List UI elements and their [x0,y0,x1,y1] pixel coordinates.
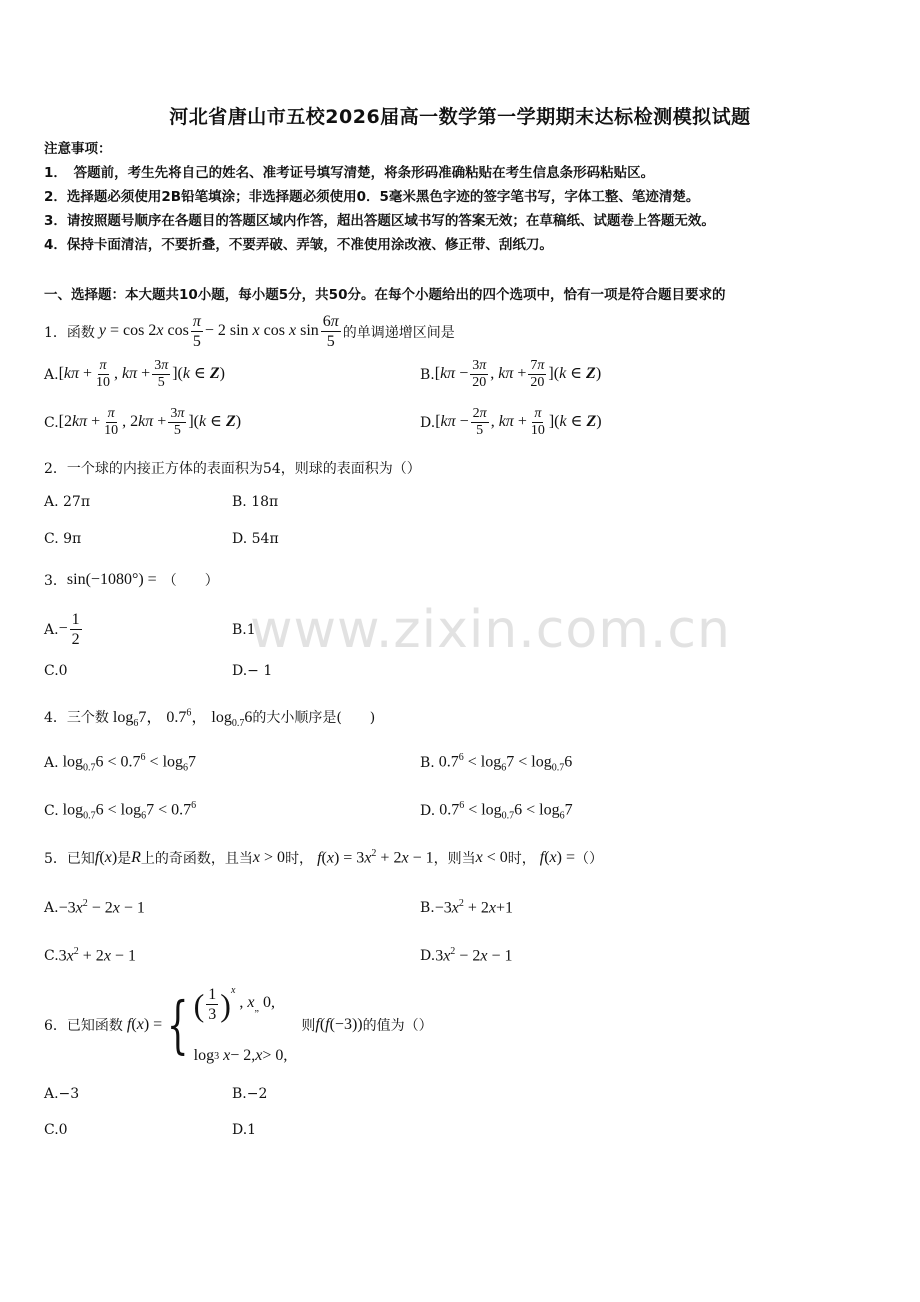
q3-option-c: C.0 [44,663,68,679]
q2-option-d: D. 54π [232,531,279,547]
q5-option-a: A. $-3x^2 - 2x - 1$ [44,898,145,917]
question-5: 5．已知 f(x) 是 R 上的奇函数，且当 x > 0 时， $f(x) = 3x^2 + 2x - 1$ ，则当 x < 0 时， f(x) = （） [44,848,603,867]
q3-suffix: （ ） [162,573,219,589]
question-6: 6．已知函数 f(x) = { ( $\frac{1}{3}$ ) x , $x_„$ 0, log 3 x − 2, x > 0, 则 f(f(−3)) 的值为（） [44,985,433,1064]
note-item: 3．请按照题号顺序在各题目的答题区域内作答，超出答题区域书写的答案无效；在草稿纸、试题卷上答题无效。 [44,213,715,229]
q1-formula: y = cos 2x cos $\frac{\pi}{5}$ − 2 sin x cos x sin $\frac{6\pi}{5}$ [98,313,339,350]
question-1 [44,312,455,351]
q1-option-b: B. [kπ − $\frac{3\pi}{20}$ , kπ + $\frac{7\pi}{20}$ ](k ∈ Z) [420,358,602,390]
q6-option-d: D.1 [232,1122,257,1138]
q6-option-b: B.−2 [232,1086,268,1102]
piecewise-cases: ( $\frac{1}{3}$ ) x , $x_„$ 0, log 3 x − 2, x > 0, [193,985,288,1064]
q1-option-d: D. [kπ − $\frac{2\pi}{5}$ , kπ + $\frac{\pi}{10}$ ](k ∈ Z) [420,406,602,438]
note-item: 4．保持卡面清洁，不要折叠，不要弄破、弄皱，不准使用涂改液、修正带、刮纸刀。 [44,237,553,253]
q5-option-b: B. $-3x^2 + 2x+1$ [420,898,514,917]
q4-option-a: A. $\log_{0.7}6 < 0.7^6 < \log_67$ [44,752,197,774]
q5-option-d: D. $3x^2 - 2x - 1$ [420,946,513,965]
q1-option-c: C. [2kπ + $\frac{\pi}{10}$ , 2kπ + $\frac{3\pi}{5}$ ](k ∈ Z) [44,406,242,438]
q6-option-a: A.−3 [44,1086,80,1102]
notes-heading: 注意事项： [44,141,112,157]
question-3: 3． sin(−1080°) = （ ） [44,571,219,589]
notes-block [44,137,884,257]
q5-option-c: C. $3x^2 + 2x - 1$ [44,946,136,965]
q1-prefix: 1．函数 [44,324,95,341]
piecewise-brace: { [167,988,189,1061]
q2-option-c: C. 9π [44,531,82,547]
q3-expression: sin(−1080°) = [66,571,157,588]
question-2: 2．一个球的内接正方体的表面积为54，则球的表面积为（） [44,461,421,477]
question-4: 4．三个数 $\log_67$， $0.7^6$， $\log_{0.7}6$ 的大小顺序是 ( ) [44,707,376,730]
q3-option-b: B.1 [232,622,256,638]
note-item: 1． 答题前，考生先将自己的姓名、准考证号填写清楚，将条形码准确粘贴在考生信息条形码粘贴区。 [44,165,655,181]
q3-option-d: D.− 1 [232,663,273,679]
q6-option-c: C.0 [44,1122,68,1138]
q1-suffix: 的单调递增区间是 [342,324,455,341]
page-title: 河北省唐山市五校2026届高一数学第一学期期末达标检测模拟试题 [169,106,751,128]
q3-option-a: A. − $\frac{1}{2}$ [44,611,80,648]
q4-option-b: B. $0.7^6 < \log_67 < \log_{0.7}6$ [420,752,573,774]
note-item: 2．选择题必须使用2B铅笔填涂；非选择题必须使用0．5毫米黑色字迹的签字笔书写，字体工整、笔迹清楚。 [44,189,700,205]
q4-option-d: D. $0.7^6 < \log_{0.7}6 < \log_67$ [420,800,573,822]
q4-option-c: C. $\log_{0.7}6 < \log_67 < 0.7^6$ [44,800,197,822]
section-heading: 一、选择题：本大题共10小题，每小题5分，共50分。在每个小题给出的四个选项中，恰有一项是符合题目要求的 [44,287,726,303]
q2-option-a: A. 27π [44,494,91,510]
watermark: www.zixin.com.cn [250,600,731,660]
q1-option-a: A. [kπ + $\frac{\pi}{10}$ , kπ + $\frac{3\pi}{5}$ ](k ∈ Z) [44,358,225,390]
q2-option-b: B. 18π [232,494,279,510]
